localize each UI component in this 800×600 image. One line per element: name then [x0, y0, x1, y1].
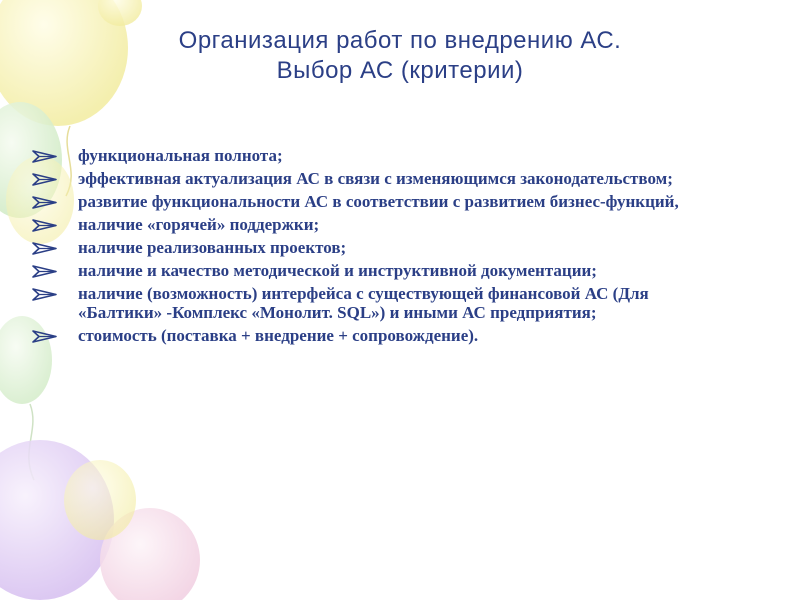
list-item-text: эффективная актуализация АС в связи с изменяющимся законодательством; — [78, 169, 673, 188]
arrowhead-bullet-icon — [32, 288, 58, 301]
slide-title-line-1: Организация работ по внедрению АС. — [178, 27, 622, 54]
list-item — [30, 169, 730, 188]
list-item — [30, 238, 730, 257]
list-item — [30, 261, 730, 280]
arrowhead-bullet-icon — [32, 330, 58, 343]
arrowhead-bullet-icon — [32, 242, 58, 255]
list-item-text: наличие реализованных проектов; — [78, 238, 347, 257]
arrowhead-bullet-icon — [32, 173, 58, 186]
slide-title-line-2: Выбор АС (критерии) — [276, 57, 524, 84]
list-item — [30, 284, 730, 322]
arrowhead-bullet-icon — [32, 196, 58, 209]
balloon-yellow-bottom — [64, 460, 136, 540]
list-item — [30, 326, 730, 345]
criteria-list — [30, 146, 730, 349]
list-item-text: наличие (возможность) интерфейса с существующей финансовой АС (Для «Балтики» -Комплекс «Монолит. SQL») и иными АС предприятия; — [78, 284, 649, 322]
list-item-text: развитие функциональности АС в соответствии с развитием бизнес-функций, — [78, 192, 679, 211]
slide-title — [100, 26, 700, 86]
arrowhead-bullet-icon — [32, 265, 58, 278]
list-item-text: стоимость (поставка + внедрение + сопровождение). — [78, 326, 479, 345]
list-item — [30, 192, 730, 211]
list-item-text: наличие «горячей» поддержки; — [78, 215, 320, 234]
list-item-text: функциональная полнота; — [78, 146, 283, 165]
list-item — [30, 146, 730, 165]
arrowhead-bullet-icon — [32, 219, 58, 232]
list-item-text: наличие и качество методической и инструктивной документации; — [78, 261, 597, 280]
arrowhead-bullet-icon — [32, 150, 58, 163]
list-item — [30, 215, 730, 234]
